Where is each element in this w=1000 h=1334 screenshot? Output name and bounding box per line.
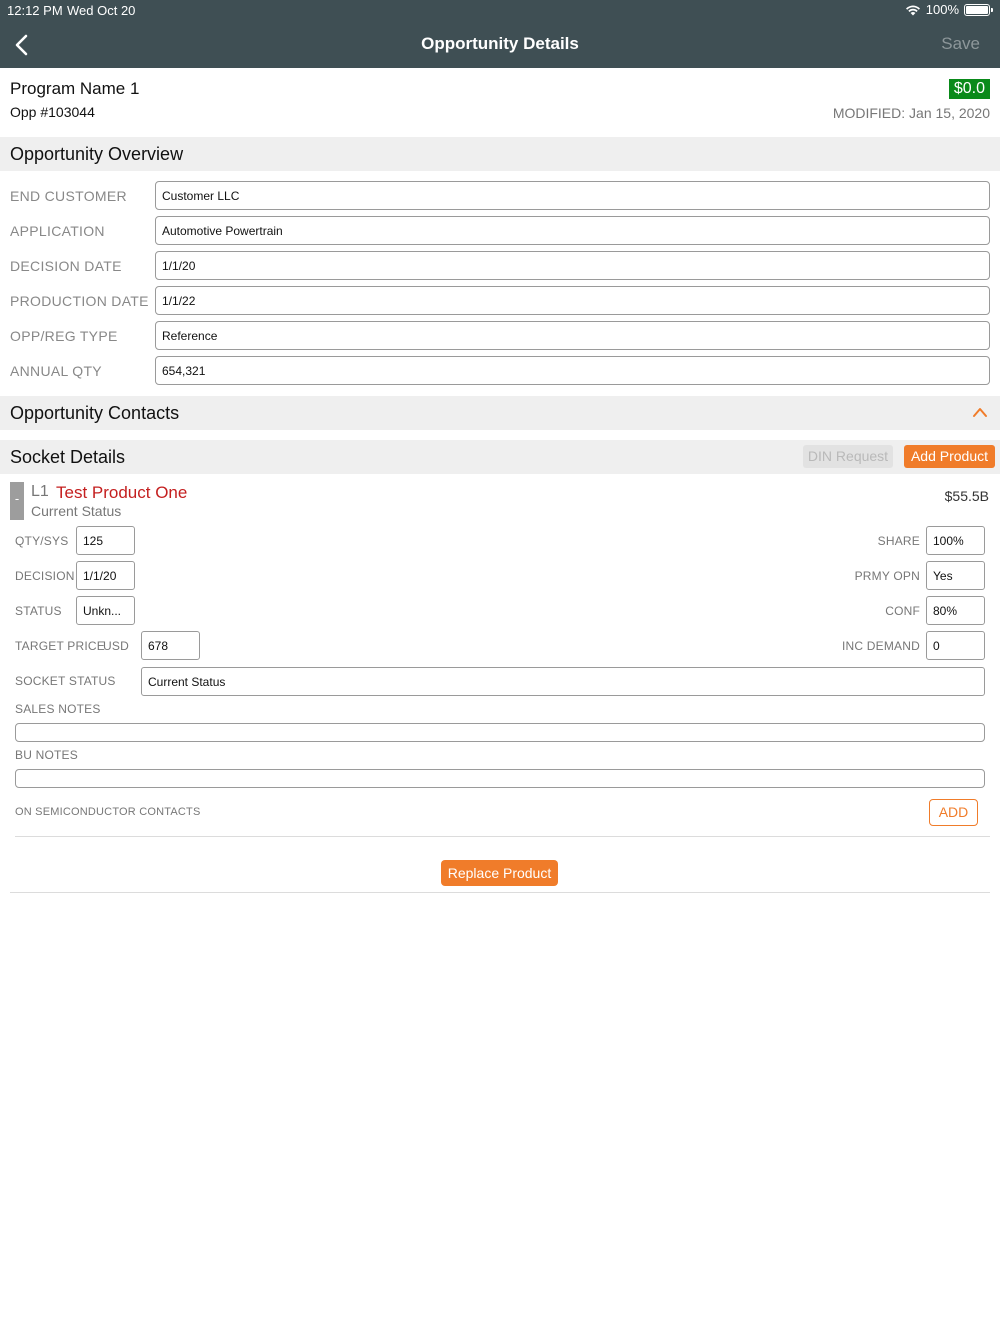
status-indicators <box>905 2 990 17</box>
chevron-up-icon[interactable] <box>972 405 988 419</box>
inc-demand-label: INC DEMAND <box>841 639 920 653</box>
wifi-icon <box>905 4 921 16</box>
qty-sys-label: QTY/SYS <box>15 534 69 548</box>
end-customer-label: END CUSTOMER <box>10 188 127 204</box>
status-label: STATUS <box>15 604 62 618</box>
bu-notes-label: BU NOTES <box>15 748 78 762</box>
conf-field[interactable]: 80% <box>926 596 985 625</box>
decision-date-field[interactable]: 1/1/20 <box>155 251 990 280</box>
status-bar <box>0 0 1000 20</box>
socket-status-label: SOCKET STATUS <box>15 674 116 688</box>
opp-number: Opp #103044 <box>10 104 95 120</box>
share-label: SHARE <box>877 534 920 548</box>
decision-label: DECISION <box>15 569 75 583</box>
line-id: L1 <box>31 483 49 500</box>
status-date: Wed Oct 20 <box>67 3 136 18</box>
opp-reg-type-label: OPP/REG TYPE <box>10 328 118 344</box>
target-price-field[interactable]: 678 <box>141 631 200 660</box>
product-price: $55.5B <box>944 488 989 504</box>
production-date-field[interactable]: 1/1/22 <box>155 286 990 315</box>
share-field[interactable]: 100% <box>926 526 985 555</box>
decision-date-label: DECISION DATE <box>10 258 122 274</box>
status-field[interactable]: Unkn... <box>76 596 135 625</box>
socket-status-field[interactable]: Current Status <box>141 667 985 696</box>
annual-qty-label: ANNUAL QTY <box>10 363 102 379</box>
battery-percent: 100% <box>925 2 959 17</box>
sales-notes-field[interactable] <box>15 723 985 742</box>
decision-field[interactable]: 1/1/20 <box>76 561 135 590</box>
add-contact-button[interactable]: ADD <box>929 799 978 826</box>
target-price-label: TARGET PRICE <box>15 639 105 653</box>
page-title: Opportunity Details <box>421 34 579 53</box>
conf-label: CONF <box>885 604 920 618</box>
sales-notes-label: SALES NOTES <box>15 702 101 716</box>
opp-reg-type-field[interactable]: Reference <box>155 321 990 350</box>
program-name: Program Name 1 <box>10 79 140 98</box>
add-product-button[interactable]: Add Product <box>904 445 995 468</box>
divider <box>10 892 990 893</box>
din-request-button[interactable]: DIN Request <box>803 445 893 468</box>
target-price-currency: USD <box>103 639 129 653</box>
annual-qty-field[interactable]: 654,321 <box>155 356 990 385</box>
divider <box>15 836 990 837</box>
qty-sys-field[interactable]: 125 <box>76 526 135 555</box>
inc-demand-field[interactable]: 0 <box>926 631 985 660</box>
socket-title: Socket Details <box>10 447 126 467</box>
end-customer-field[interactable]: Customer LLC <box>155 181 990 210</box>
replace-product-button[interactable]: Replace Product <box>441 860 558 886</box>
application-label: APPLICATION <box>10 223 105 239</box>
overview-section-header <box>0 137 1000 171</box>
modified-date: MODIFIED: Jan 15, 2020 <box>832 105 990 121</box>
product-status: Current Status <box>31 503 122 519</box>
overview-title: Opportunity Overview <box>10 144 184 164</box>
product-name[interactable]: Test Product One <box>56 483 188 502</box>
production-date-label: PRODUCTION DATE <box>10 293 149 309</box>
on-contacts-label: ON SEMICONDUCTOR CONTACTS <box>15 806 201 818</box>
prmy-opn-field[interactable]: Yes <box>926 561 985 590</box>
battery-icon <box>964 4 990 16</box>
collapse-line-button[interactable]: - <box>10 482 24 520</box>
amount-badge: $0.0 <box>949 79 990 99</box>
contacts-title: Opportunity Contacts <box>10 403 180 423</box>
top-bar <box>0 0 1000 68</box>
prmy-opn-label: PRMY OPN <box>854 569 920 583</box>
contacts-section-header[interactable] <box>0 396 1000 430</box>
status-time: 12:12 PM <box>7 3 63 18</box>
save-button[interactable]: Save <box>941 34 980 53</box>
application-field[interactable]: Automotive Powertrain <box>155 216 990 245</box>
bu-notes-field[interactable] <box>15 769 985 788</box>
nav-bar <box>0 22 1000 68</box>
